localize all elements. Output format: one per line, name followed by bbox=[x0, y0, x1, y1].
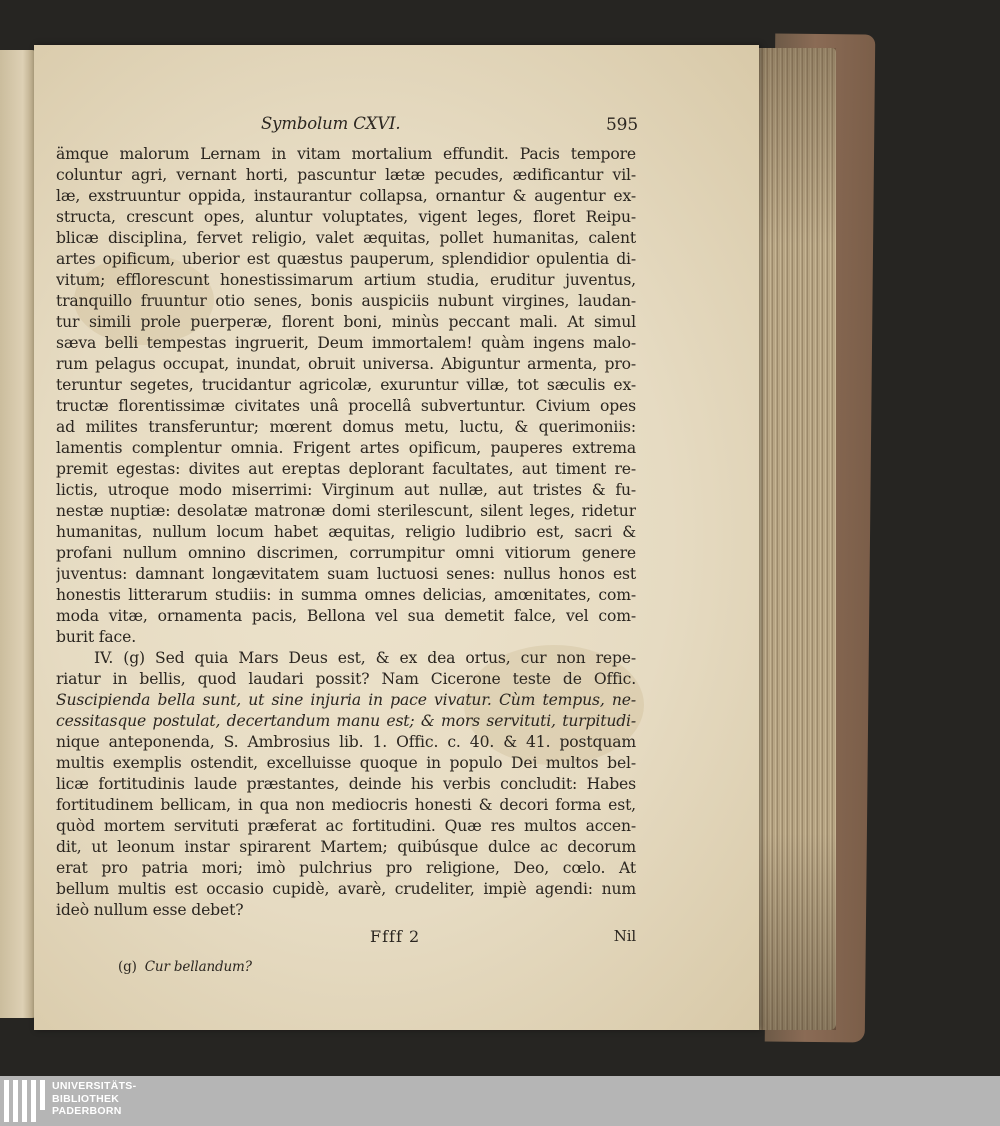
text-line: burit face. bbox=[56, 628, 137, 646]
text-line: nestæ nuptiæ: desolatæ matronæ domi sterilescunt, silent leges, ridetur bbox=[56, 502, 636, 520]
text-line: dit, ut leonum instar spirarent Martem; quibúsque dulce ac decorum bbox=[56, 838, 636, 856]
text-line: tranquillo fruuntur otio senes, bonis auspiciis nubunt virgines, laudan- bbox=[56, 292, 636, 310]
text-line: coluntur agri, vernant horti, pascuntur lætæ pecudes, ædificantur vil- bbox=[56, 166, 636, 184]
library-name-line: PADERBORN bbox=[52, 1105, 122, 1117]
text-line: vitum; efflorescunt honestissimarum artium studia, eruditur juventus, bbox=[56, 271, 636, 289]
text-line: profani nullum omnino discrimen, corrumpitur omni vitiorum genere bbox=[56, 544, 636, 562]
text-line: nique anteponenda, S. Ambrosius lib. 1. Offic. c. 40. & 41. postquam bbox=[56, 733, 636, 751]
library-name-line: BIBLIOTHEK bbox=[52, 1092, 120, 1105]
footnote-text: Cur bellandum? bbox=[144, 959, 252, 975]
library-logo-icon bbox=[4, 1080, 46, 1122]
text-line: tur simili prole puerperæ, florent boni, minùs peccant mali. At simul bbox=[56, 313, 636, 331]
text-line: erat pro patria mori; imò pulchrius pro religione, Deo, cœlo. At bbox=[56, 859, 636, 877]
page-number: 595 bbox=[606, 115, 638, 135]
text-line: juventus: damnant longævitatem suam luctuosi senes: nullus honos est bbox=[56, 565, 636, 583]
text-line: structa, crescunt opes, aluntur voluptates, vigent leges, floret Reipu- bbox=[56, 208, 636, 226]
text-line: multis exemplis ostendit, excelluisse quoque in populo Dei multos bel- bbox=[56, 754, 636, 772]
text-line: læ, exstruuntur oppida, instaurantur collapsa, ornantur & augentur ex- bbox=[56, 187, 636, 205]
text-line: honestis litterarum studiis: in summa omnes delicias, amœnitates, com- bbox=[56, 586, 636, 604]
text-line: lictis, utroque modo miserrimi: Virginum aut nullæ, aut tristes & fu- bbox=[56, 481, 636, 499]
page-header bbox=[56, 108, 636, 144]
text-line: premit egestas: divites aut ereptas deplorant facultates, aut timent re- bbox=[56, 460, 636, 478]
text-line: ideò nullum esse debet? bbox=[56, 901, 244, 919]
text-line: tructæ florentissimæ civitates unâ procellâ subvertuntur. Civium opes bbox=[56, 397, 636, 415]
text-line: humanitas, nullum locum habet æquitas, religio ludibrio est, sacri & bbox=[56, 523, 636, 541]
text-line: teruntur segetes, trucidantur agricolæ, exuruntur villæ, tot sæculis ex- bbox=[56, 376, 636, 394]
text-line: quòd mortem servituti præferat ac fortitudini. Quæ res multos accen- bbox=[56, 817, 636, 835]
library-name bbox=[52, 1080, 152, 1118]
text-line: moda vitæ, ornamenta pacis, Bellona vel sua demetit falce, vel com- bbox=[56, 607, 636, 625]
running-head: Symbolum CXVI. bbox=[261, 114, 401, 133]
text-line: riatur in bellis, quod laudari possit? Nam Cicerone teste de Offic. bbox=[56, 670, 636, 688]
library-name-line: UNIVERSITÄTS- bbox=[52, 1080, 137, 1092]
text-line: rum pelagus occupat, inundat, obruit universa. Abiguntur armenta, pro- bbox=[56, 355, 636, 373]
catchword: Nil bbox=[613, 927, 636, 945]
text-line: IV. (g) Sed quia Mars Deus est, & ex dea ortus, cur non repe- bbox=[94, 649, 636, 667]
text-line: lamentis complentur omnia. Frigent artes opificum, pauperes extrema bbox=[56, 439, 636, 457]
text-line: bellum multis est occasio cupidè, avarè, crudeliter, impiè agendi: num bbox=[56, 880, 636, 898]
footnote-marker: (g) bbox=[118, 959, 137, 975]
page-text-block bbox=[56, 108, 636, 975]
signature-mark: Ffff 2 bbox=[370, 927, 421, 946]
text-line: sæva belli tempestas ingruerit, Deum immortalem! quàm ingens malo- bbox=[56, 334, 636, 352]
library-footer bbox=[0, 1076, 1000, 1126]
text-line: ämque malorum Lernam in vitam mortalium effundit. Pacis tempore bbox=[56, 145, 636, 163]
text-line: licæ fortitudinis laude præstantes, deinde his verbis concludit: Habes bbox=[56, 775, 636, 793]
text-line: fortitudinem bellicam, in qua non mediocris honesti & decori forma est, bbox=[56, 796, 636, 814]
text-line: blicæ disciplina, fervet religio, valet æquitas, pollet humanitas, calent bbox=[56, 229, 636, 247]
text-line-italic: cessitasque postulat, decertandum manu est; & mors servituti, turpitudi- bbox=[56, 712, 636, 730]
text-line: artes opificum, uberior est quæstus pauperum, splendidior opulentia di- bbox=[56, 250, 636, 268]
text-line-italic: Suscipienda bella sunt, ut sine injuria in pace vivatur. Cùm tempus, ne- bbox=[56, 691, 636, 709]
text-line: ad milites transferuntur; mœrent domus metu, luctu, & querimoniis: bbox=[56, 418, 636, 436]
left-page-edge bbox=[0, 50, 38, 1018]
page-signature-row bbox=[56, 927, 636, 951]
footnote bbox=[56, 959, 636, 975]
